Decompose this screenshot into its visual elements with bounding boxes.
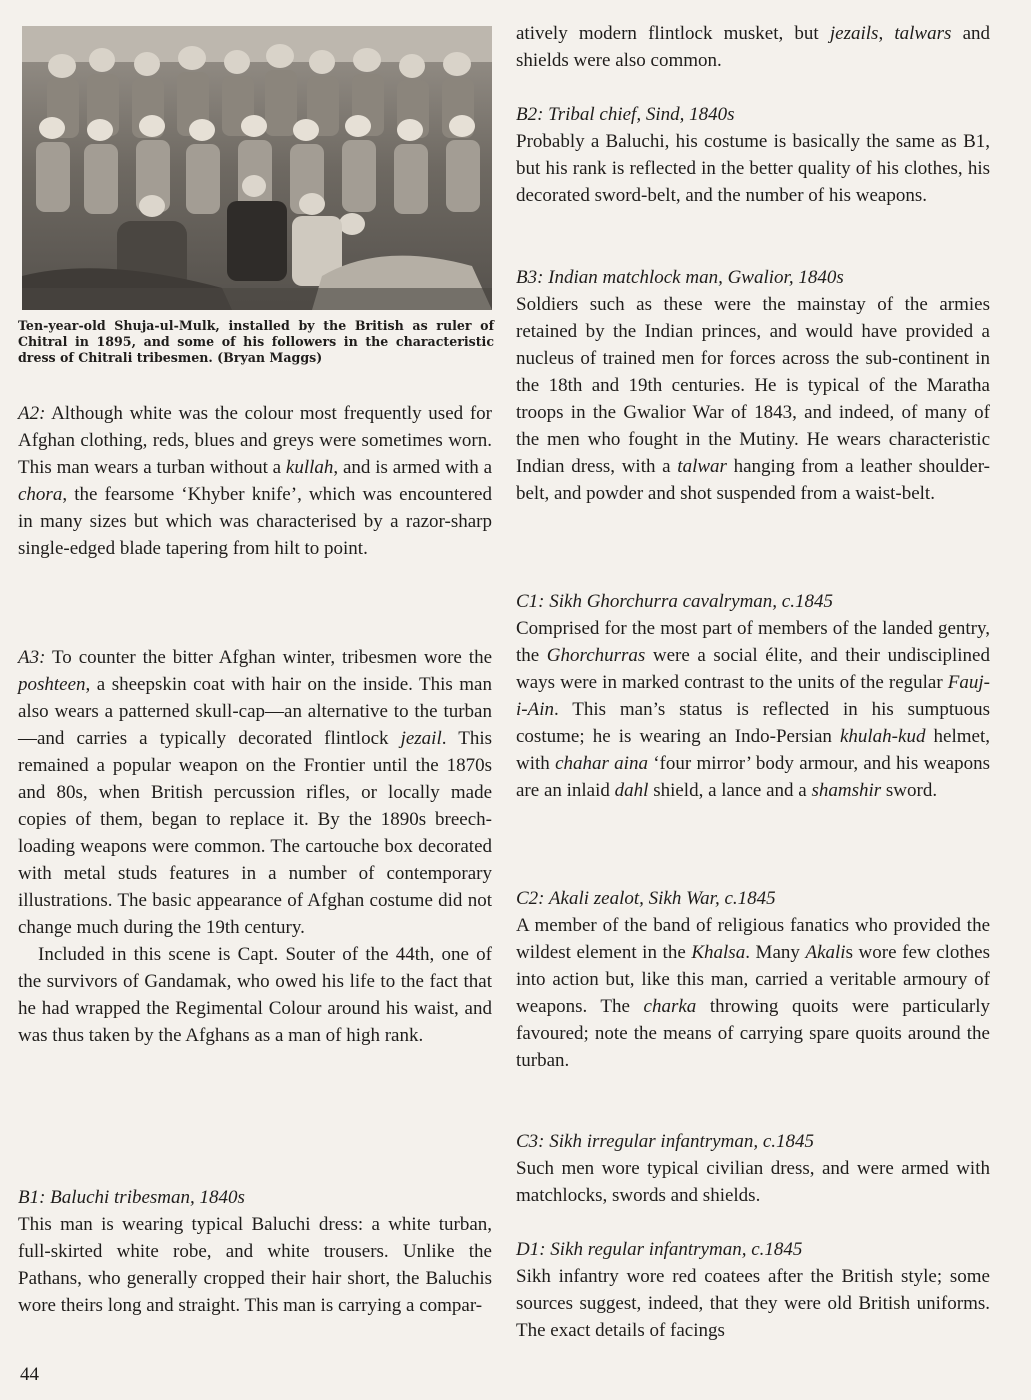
entry-b1-text: This man is wearing typical Baluchi dress: a white turban, full-skirted white robe, and white trousers. Unlike the Pathans, who generally cropped their hair short, the Baluchis wore theirs long and straight. This man is carrying a compar- (18, 1214, 492, 1316)
entry-a2-label: A2: (18, 403, 46, 424)
entry-a3: A3: To counter the bitter Afghan winter, tribesmen wore the poshteen, a sheepskin coat with hair on the inside. This man also wears a patterned skull-cap—an alternative to the turban—and carries a typically decorated flintlock jezail. This remained a popular weapon on the Frontier until the 1870s and 80s, when British percussion rifles, or locally made copies of them, began to replace it. By the 1890s breech-loading weapons were common. The cartouche box decorated with metal studs features in a number of contemporary illustrations. The basic appearance of Afghan costume did not change much during the 19th century. Included in this scene is Capt. Souter of the 44th, one of the survivors of Gandamak, who owed his life to the fact that he had wrapped the Regimental Colour around his waist, and was thus taken by the Afghans as a man of high rank. (18, 644, 492, 1049)
entry-a3-note: Included in this scene is Capt. Souter of the 44th, one of the survivors of Gandamak, who owed his life to the fact that he had wrapped the Regimental Colour around his waist, and was thus taken by the Afghans as a man of high rank. (18, 944, 492, 1046)
entry-d1-text: Sikh infantry wore red coatees after the British style; some sources suggest, indeed, that they were old British uniforms. The exact details of facings (516, 1266, 990, 1341)
entry-c3-text: Such men wore typical civilian dress, and were armed with matchlocks, swords and shields. (516, 1158, 990, 1206)
entry-c1-heading: C1: Sikh Ghorchurra cavalryman, c.1845 (516, 591, 833, 612)
entry-a2: A2: Although white was the colour most frequently used for Afghan clothing, reds, blues and greys were sometimes worn. This man wears a turban without a kullah, and is armed with a chora, the fearsome ‘Khyber knife’, which was encountered in many sizes but which was characterised by a razor-sharp single-edged blade tapering from hilt to point. (18, 403, 492, 559)
entry-b3-heading: B3: Indian matchlock man, Gwalior, 1840s (516, 267, 844, 288)
entry-b1-continued: atively modern flintlock musket, but jezails, talwars and shields were also common. (516, 23, 991, 71)
photo-caption: Ten-year-old Shuja-ul-Mulk, installed by the British as ruler of Chitral in 1895, and some of his followers in the characteristic dress of Chitrali tribesmen. (Bryan Maggs) (18, 318, 494, 365)
entry-c3 (516, 1128, 990, 1209)
entry-c2-heading: C2: Akali zealot, Sikh War, c.1845 (516, 888, 776, 909)
entry-a3-label: A3: (18, 647, 46, 668)
entry-b3: B3: Indian matchlock man, Gwalior, 1840s Soldiers such as these were the mainstay of the armies retained by the Indian princes, and would have provided a nucleus of trained men for forces across the sub-continent in the 18th and 19th centuries. He is typical of the Maratha troops in the Gwalior War of 1843, and indeed, of many of the men who fought in the Mutiny. He wears characteristic Indian dress, with a talwar hanging from a leather shoulder-belt, and powder and shot suspended from a waist-belt. (516, 264, 990, 507)
entry-c2: C2: Akali zealot, Sikh War, c.1845 A member of the band of religious fanatics who provided the wildest element in the Khalsa. Many Akalis wore few clothes into action but, like this man, carried a veritable armoury of weapons. The charka throwing quoits were particularly favoured; note the means of carrying spare quoits around the turban. (516, 885, 990, 1074)
entry-c3-heading: C3: Sikh irregular infantryman, c.1845 (516, 1131, 814, 1152)
entry-c1: C1: Sikh Ghorchurra cavalryman, c.1845 Comprised for the most part of members of the landed gentry, the Ghorchurras were a social élite, and their undisciplined ways were in marked contrast to the units of the regular Fauj-i-Ain. This man’s status is reflected in his sumptuous costume; he is wearing an Indo-Persian khulah-kud helmet, with chahar aina ‘four mirror’ body armour, and his weapons are an inlaid dahl shield, a lance and a shamshir sword. (516, 588, 990, 804)
historical-group-photograph (22, 26, 492, 310)
page-number: 44 (20, 1364, 39, 1385)
entry-b2-heading: B2: Tribal chief, Sind, 1840s (516, 104, 735, 125)
entry-b1 (18, 1184, 492, 1319)
entry-b2-text: Probably a Baluchi, his costume is basically the same as B1, but his rank is reflected in the better quality of his clothes, his decorated sword-belt, and the number of his weapons. (516, 131, 990, 206)
entry-b2 (516, 101, 990, 209)
entry-d1-heading: D1: Sikh regular infantryman, c.1845 (516, 1239, 803, 1260)
entry-b1-heading: B1: Baluchi tribesman, 1840s (18, 1187, 245, 1208)
entry-d1 (516, 1236, 990, 1344)
